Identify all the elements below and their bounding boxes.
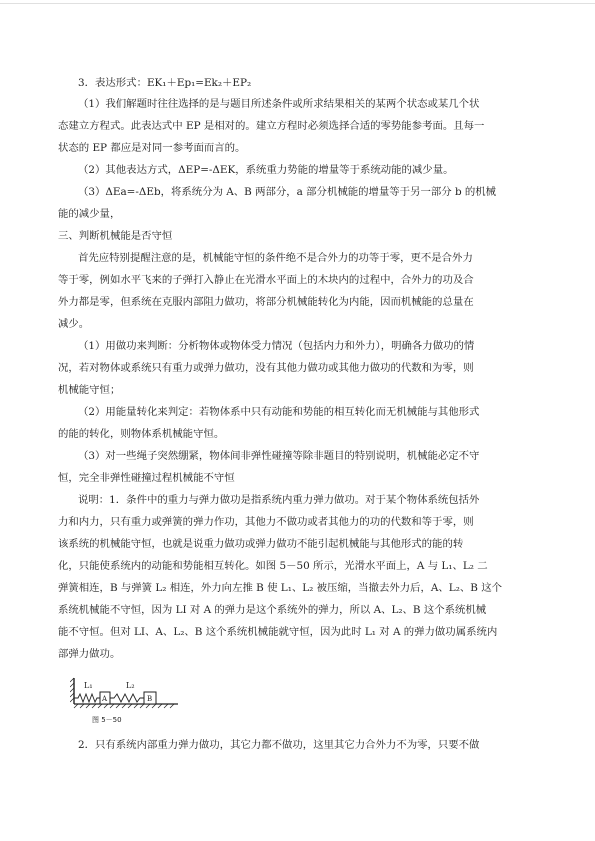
label-l2: L₂ xyxy=(126,681,135,690)
text-line: 外力都是零，但系统在克服内部阻力做功，将部分机械能转化为内能，因而机械能的总量在 xyxy=(58,296,474,308)
text-line: 2．只有系统内部重力弹力做功，其它力都不做功，这里其它力合外力不为零，只要不做 xyxy=(78,739,480,751)
text-line: 恒，完全非弹性碰撞过程机械能不守恒 xyxy=(58,472,235,484)
section-heading: 三、判断机械能是否守恒 xyxy=(58,230,173,242)
text-line: （3）ΔEa=-ΔEb，将系统分为 A、B 两部分，a 部分机械能的增量等于另一部分 b 的机械 xyxy=(78,186,497,198)
text-line: 化，只能使系统内的动能和势能相互转化。如图 5－50 所示，光滑水平面上，A 与 L₁、L₂ 二 xyxy=(58,560,488,572)
label-b: B xyxy=(147,695,153,703)
text-line: 3．表达形式：EK₁＋Ep₁=Ek₂＋EP₂ xyxy=(78,77,252,89)
label-l1: L₁ xyxy=(84,681,93,690)
text-line: 等于零，例如水平飞来的子弹打入静止在光滑水平面上的木块内的过程中，合外力的功及合 xyxy=(58,274,474,286)
text-line: 能的减少量， xyxy=(58,208,121,220)
text-line: 弹簧相连，B 与弹簧 L₂ 相连，外力向左推 B 使 L₁、L₂ 被压缩，当撤去外力后，A、L₂、B 这个 xyxy=(58,582,502,594)
text-line: 状态的 EP 都应是对同一参考面而言的。 xyxy=(58,142,246,154)
spring-l1 xyxy=(74,694,100,702)
text-line: （3）对一些绳子突然绷紧，物体间非弹性碰撞等除非题目的特别说明，机械能必定不守 xyxy=(78,450,480,462)
text-line: 力和内力，只有重力或弹簧的弹力作功，其他力不做功或者其他力的功的代数和等于零，则 xyxy=(58,516,474,528)
text-line: （2）用能量转化来判定：若物体系中只有动能和势能的相互转化而无机械能与其他形式 xyxy=(78,406,480,418)
text-line: 况，若对物体或系统只有重力或弹力做功，没有其他力做功或其他力做功的代数和为零，则 xyxy=(58,362,474,374)
text-line: （2）其他表达方式，ΔEP=-ΔEK，系统重力势能的增量等于系统动能的减少量。 xyxy=(78,164,454,176)
text-line: 部弹力做功。 xyxy=(58,648,121,660)
text-line: 态建立方程式。此表达式中 EP 是相对的。建立方程时必须选择合适的零势能参考面。且每一 xyxy=(58,120,485,132)
label-a: A xyxy=(102,695,108,703)
text-line: 减少。 xyxy=(58,318,90,330)
text-line: 系统机械能不守恒，因为 LI 对 A 的弹力是这个系统外的弹力，所以 A、L₂、B 这个系统机械 xyxy=(58,604,487,616)
text-line: （1）用做功来判断：分析物体或物体受力情况（包括内力和外力），明确各力做功的情 xyxy=(78,340,475,352)
text-line: 说明：1．条件中的重力与弹力做功是指系统内重力弹力做功。对于某个物体系统包括外 xyxy=(78,494,480,506)
top-border xyxy=(0,3,595,4)
text-line: （1）我们解题时往往选择的是与题目所述条件或所求结果相关的某两个状态或某几个状 xyxy=(78,98,480,110)
spring-l2 xyxy=(110,694,144,702)
text-line: 能不守恒。但对 LI、A、L₂、B 这个系统机械能就守恒，因为此时 L₁ 对 A 的弹力做功属系统内 xyxy=(58,626,498,638)
text-line: 首先应特别提醒注意的是，机械能守恒的条件绝不是合外力的功等于零，更不是合外力 xyxy=(78,252,473,264)
spring-diagram xyxy=(70,676,180,726)
text-line: 该系统的机械能守恒，也就是说重力做功或弹力做功不能引起机械能与其他形式的能的转 xyxy=(58,538,464,550)
figure-caption: 图 5－50 xyxy=(92,716,122,724)
text-line: 的能的转化，则物体系机械能守恒。 xyxy=(58,428,225,440)
text-line: 机械能守恒； xyxy=(58,384,121,396)
